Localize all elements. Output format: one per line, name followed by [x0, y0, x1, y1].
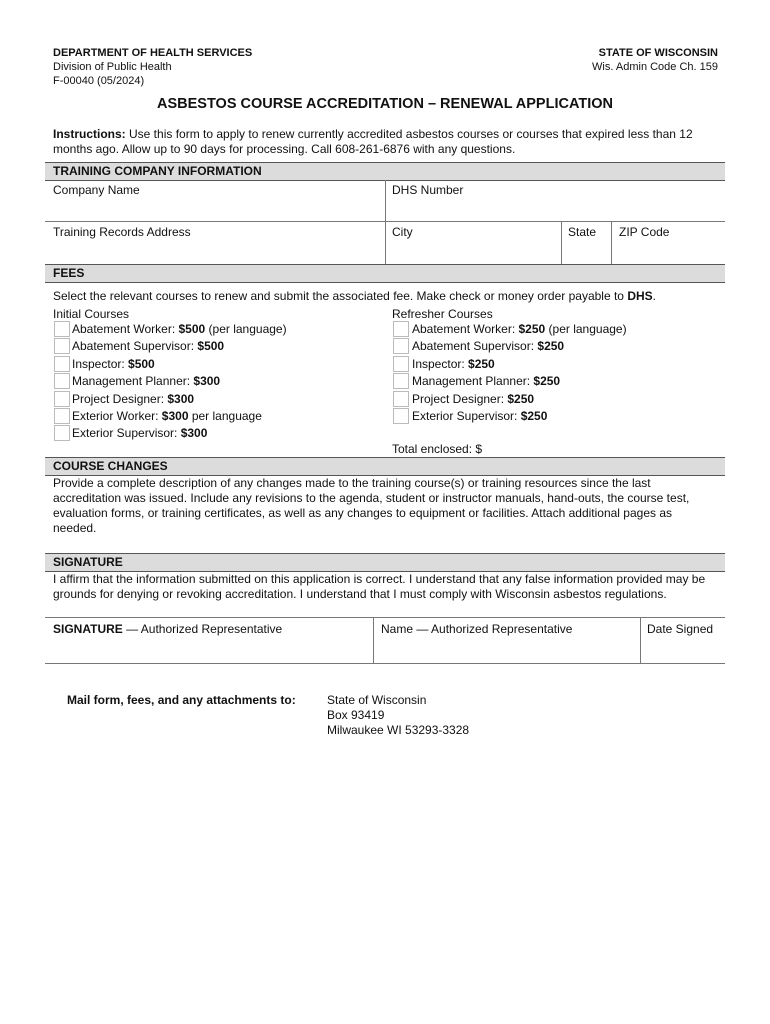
- initial-course-label: Abatement Worker: $500 (per language): [72, 322, 287, 336]
- header-left: [53, 46, 252, 88]
- refresher-course-checkbox[interactable]: [393, 321, 409, 337]
- instructions-label: Instructions:: [53, 127, 126, 141]
- initial-course-label: Inspector: $500: [72, 357, 155, 371]
- initial-course-checkbox[interactable]: [54, 356, 70, 372]
- state-field[interactable]: State: [568, 225, 597, 239]
- divider: [385, 221, 725, 222]
- initial-course-checkbox[interactable]: [54, 338, 70, 354]
- header-right: [592, 46, 718, 74]
- course-changes-text: Provide a complete description of any changes made to the training course(s) or training resources since the last accreditation was issued. Include any revisions to the agenda, student or instructor manuals, hand-outs, the course test, evaluation forms, or training certificates, as well as any changes to equipment or facilities. Attach additional pages as needed.: [53, 476, 690, 535]
- divider: [561, 221, 562, 264]
- instructions: [53, 127, 718, 157]
- refresher-course-label: Exterior Supervisor: $250: [412, 409, 548, 423]
- refresher-course-label: Management Planner: $250: [412, 374, 561, 388]
- refresher-course-checkbox[interactable]: [393, 338, 409, 354]
- refresher-course-checkbox[interactable]: [393, 391, 409, 407]
- divider: [611, 221, 612, 264]
- divider: [45, 221, 385, 222]
- mail-address: [327, 693, 469, 738]
- refresher-courses-heading: Refresher Courses: [392, 307, 493, 321]
- mail-label: Mail form, fees, and any attachments to:: [67, 693, 296, 707]
- admin-code: Wis. Admin Code Ch. 159: [592, 61, 718, 73]
- divider: [45, 617, 725, 618]
- address-line: Milwaukee WI 53293-3328: [327, 723, 470, 737]
- company-name-field[interactable]: Company Name: [53, 183, 140, 197]
- divider: [45, 663, 725, 664]
- department-name: DEPARTMENT OF HEALTH SERVICES: [53, 47, 253, 59]
- payee: DHS: [627, 289, 653, 303]
- state-name: STATE OF WISCONSIN: [598, 47, 718, 59]
- initial-course-label: Exterior Supervisor: $300: [72, 426, 208, 440]
- initial-course-checkbox[interactable]: [54, 321, 70, 337]
- section-heading: SIGNATURE: [53, 555, 123, 569]
- fees-intro: Select the relevant courses to renew and submit the associated fee. Make check or money order payable to DHS.: [53, 289, 656, 303]
- address-line: Box 93419: [327, 708, 385, 722]
- divider: [385, 180, 386, 264]
- refresher-course-checkbox[interactable]: [393, 356, 409, 372]
- instructions-text: Use this form to apply to renew currently accredited asbestos courses or courses that expired less than 12 months ago. Allow up to 90 days for processing. Call 608-261-6876 with any questions.: [53, 127, 693, 156]
- representative-name-field[interactable]: Name — Authorized Representative: [381, 622, 573, 636]
- section-signature: [45, 553, 725, 572]
- zip-code-field[interactable]: ZIP Code: [619, 225, 670, 239]
- initial-courses-heading: Initial Courses: [53, 307, 130, 321]
- signature-affirmation: I affirm that the information submitted on this application is correct. I understand that any false information provided may be grounds for denying or revoking accreditation. I understand that I must comply with Wisconsin asbestos regulations.: [53, 572, 706, 601]
- address-line: State of Wisconsin: [327, 693, 427, 707]
- initial-course-checkbox[interactable]: [54, 391, 70, 407]
- dhs-number-field[interactable]: DHS Number: [392, 183, 464, 197]
- division-name: Division of Public Health: [53, 61, 172, 73]
- initial-course-label: Project Designer: $300: [72, 392, 195, 406]
- total-enclosed-field[interactable]: Total enclosed: $: [392, 442, 483, 456]
- form-id: F-00040 (05/2024): [53, 75, 145, 87]
- initial-course-label: Abatement Supervisor: $500: [72, 339, 225, 353]
- page-title: ASBESTOS COURSE ACCREDITATION – RENEWAL APPLICATION: [157, 96, 613, 112]
- records-address-field[interactable]: Training Records Address: [53, 225, 191, 239]
- divider: [373, 617, 374, 663]
- refresher-course-label: Abatement Supervisor: $250: [412, 339, 565, 353]
- section-fees: [45, 264, 725, 283]
- section-training-company: [45, 162, 725, 181]
- section-heading: FEES: [53, 266, 85, 280]
- divider: [640, 617, 641, 663]
- refresher-course-label: Project Designer: $250: [412, 392, 535, 406]
- section-heading: COURSE CHANGES: [53, 459, 168, 473]
- city-field[interactable]: City: [392, 225, 413, 239]
- initial-course-label: Management Planner: $300: [72, 374, 221, 388]
- section-course-changes: [45, 457, 725, 476]
- refresher-course-checkbox[interactable]: [393, 373, 409, 389]
- initial-course-checkbox[interactable]: [54, 425, 70, 441]
- initial-course-checkbox[interactable]: [54, 373, 70, 389]
- initial-course-checkbox[interactable]: [54, 408, 70, 424]
- refresher-course-label: Abatement Worker: $250 (per language): [412, 322, 627, 336]
- initial-course-label: Exterior Worker: $300 per language: [72, 409, 262, 423]
- refresher-course-checkbox[interactable]: [393, 408, 409, 424]
- signature-field[interactable]: SIGNATURE — Authorized Representative: [53, 622, 283, 636]
- date-signed-field[interactable]: Date Signed: [647, 622, 714, 636]
- section-heading: TRAINING COMPANY INFORMATION: [53, 164, 262, 178]
- refresher-course-label: Inspector: $250: [412, 357, 495, 371]
